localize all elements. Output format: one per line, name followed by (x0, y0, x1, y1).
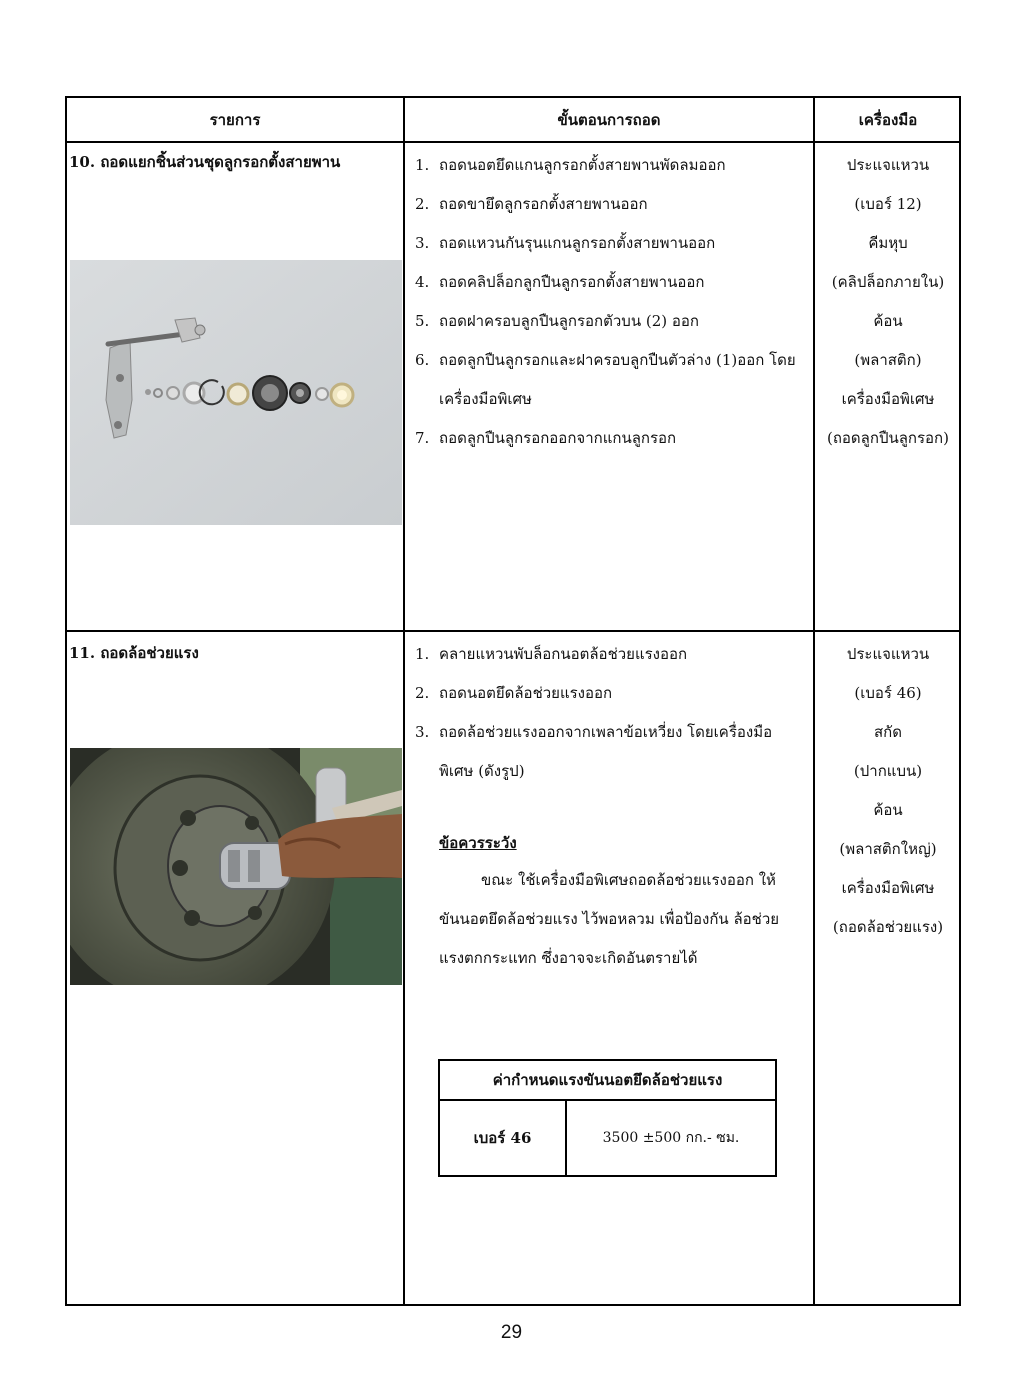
step-item: 2. ถอดนอตยึดล้อช่วยแรงออก (415, 684, 613, 702)
torque-spec-table (438, 1059, 777, 1177)
tool-line: (พลาสติกใหญ่) (839, 840, 937, 858)
row-10-tools (815, 146, 961, 458)
caution-text: ขณะ ใช้เครื่องมือพิเศษถอดล้อช่วยแรงออก ให้ขันนอตยึดล้อช่วยแรง ไว้พอหลวม เพื่อป้องกัน ล้อช่วยแรงตกกระแทก ซึ่งอาจจะเกิดอันตรายได้ (439, 871, 780, 967)
step-item: 1. คลายแหวนพับล็อกนอตล้อช่วยแรงออก (415, 645, 688, 663)
step-item: 4. ถอดคลิปล็อกลูกปืนลูกรอกตั้งสายพานออก (415, 273, 705, 291)
step-item: 7. ถอดลูกปืนลูกรอกออกจากแกนลูกรอก (415, 429, 677, 447)
row-11-title: 11. ถอดล้อช่วยแรง (69, 644, 199, 662)
row-10-title: 10. ถอดแยกชิ้นส่วนชุดลูกรอกตั้งสายพาน (69, 153, 341, 171)
procedure-table (65, 96, 961, 1306)
tool-line: ประแจแหวน (846, 645, 930, 663)
tool-line: เครื่องมือพิเศษ (841, 390, 935, 408)
tool-line: (ถอดลูกปืนลูกรอก) (826, 429, 949, 447)
step-item: 3. ถอดแหวนกันรุนแกนลูกรอกตั้งสายพานออก (415, 234, 716, 252)
header-item: รายการ (209, 111, 261, 129)
torque-spec-header: ค่ากำหนดแรงขันนอตยึดล้อช่วยแรง (440, 1061, 775, 1101)
tool-line: (คลิปล็อกภายใน) (831, 273, 945, 291)
tool-line: (เบอร์ 46) (854, 684, 922, 702)
tool-line: (พลาสติก) (854, 351, 922, 369)
torque-spec-value: 3500 ±500 กก.- ซม. (602, 1130, 740, 1146)
header-steps: ขั้นตอนการถอด (557, 111, 661, 129)
flywheel-removal-photo (70, 748, 402, 985)
step-item: 2. ถอดขายึดลูกรอกตั้งสายพานออก (415, 195, 648, 213)
tool-line: คีมหุบ (868, 234, 908, 252)
row-divider (67, 630, 959, 632)
row-11-tools (815, 635, 961, 947)
torque-spec-size: เบอร์ 46 (440, 1101, 567, 1175)
step-item: 5. ถอดฝาครอบลูกปืนลูกรอกตัวบน (2) ออก (415, 312, 699, 330)
tool-line: ประแจแหวน (846, 156, 930, 174)
tool-line: ค้อน (873, 801, 903, 819)
caution-block (439, 831, 791, 978)
tool-line: (เบอร์ 12) (854, 195, 922, 213)
step-item: 3. ถอดล้อช่วยแรงออกจากเพลาข้อเหวี่ยง โดยเครื่องมือ พิเศษ (ดังรูป) (415, 723, 773, 780)
page-number: 29 (500, 1322, 523, 1343)
step-item: 1. ถอดนอตยึดแกนลูกรอกตั้งสายพานพัดลมออก (415, 156, 726, 174)
header-tools: เครื่องมือ (858, 111, 918, 129)
tool-line: เครื่องมือพิเศษ (841, 879, 935, 897)
step-item: 6. ถอดลูกปืนลูกรอกและฝาครอบลูกปืนตัวล่าง (1)ออก โดยเครื่องมือพิเศษ (415, 351, 796, 408)
row-11-steps (405, 635, 811, 791)
tool-line: ค้อน (873, 312, 903, 330)
caution-title: ข้อควรระวัง (439, 834, 517, 852)
tool-line: (ปากแบน) (853, 762, 923, 780)
row-10-steps (405, 146, 811, 458)
tool-line: สกัด (874, 723, 902, 741)
tool-line: (ถอดล้อช่วยแรง) (832, 918, 944, 936)
tensioner-parts-photo (70, 260, 402, 525)
